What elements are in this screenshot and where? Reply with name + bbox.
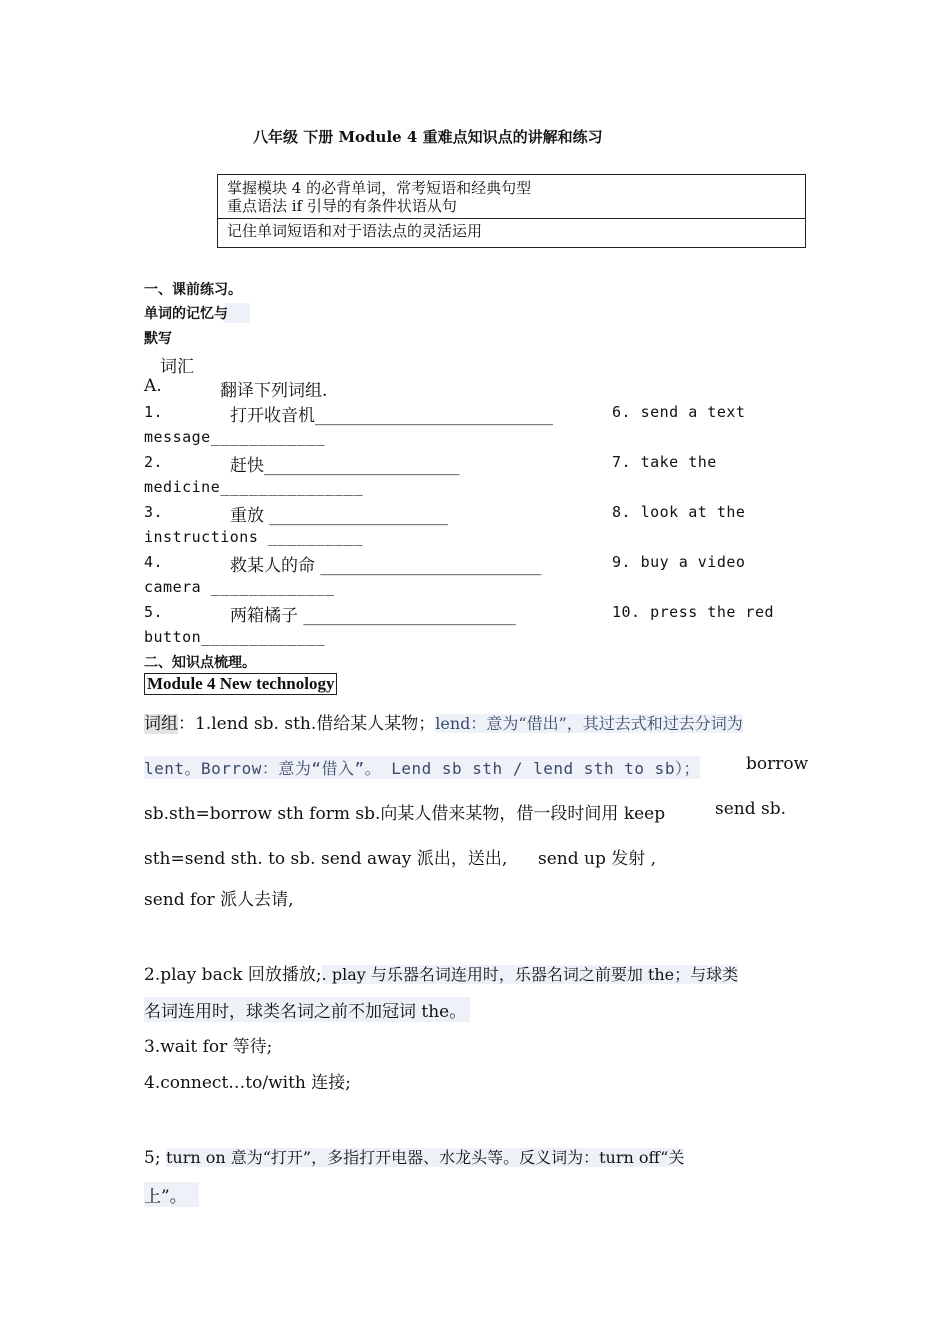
answer-blank[interactable]: _____________ bbox=[201, 578, 335, 596]
note-line-5: send for 派人去请, bbox=[144, 890, 294, 910]
exercise-english-cont bbox=[144, 628, 325, 646]
note-line-9: 4.connect…to/with 连接; bbox=[144, 1073, 351, 1093]
exercise-english-number: 7. bbox=[612, 453, 632, 471]
exercise-chinese bbox=[230, 501, 448, 526]
task-number: A. bbox=[144, 376, 162, 396]
note-line-2: lent。Borrow：意为“借入”。 Lend sb sth / lend sth to sb）； bbox=[144, 756, 700, 779]
note-text: 2.play back 回放播放; bbox=[144, 965, 322, 985]
note-line-3: sb.sth=borrow sth form sb.向某人借来某物，借一段时间用 keep bbox=[144, 804, 666, 824]
exercise-english bbox=[612, 553, 745, 571]
exercise-chinese-text: 打开收音机 bbox=[230, 406, 315, 426]
exercise-english-number: 10. bbox=[612, 603, 641, 621]
exercise-number: 5. bbox=[144, 603, 164, 621]
exercise-english-cont bbox=[144, 428, 325, 446]
exercise-english-text-2: instructions bbox=[144, 528, 259, 546]
vocab-heading: 词汇 bbox=[160, 357, 194, 377]
exercise-chinese-text: 救某人的命 bbox=[230, 556, 315, 576]
exercise-number: 1. bbox=[144, 403, 164, 421]
note-text-highlight: lend：意为“借出”，其过去式和过去分词为 bbox=[435, 714, 743, 733]
objectives-table bbox=[217, 174, 806, 248]
note-line-10 bbox=[144, 1145, 684, 1168]
exercise-english-cont bbox=[144, 578, 335, 596]
exercise-number: 3. bbox=[144, 503, 164, 521]
answer-blank[interactable]: _________________________ bbox=[298, 606, 516, 626]
answer-blank[interactable]: ____________________________ bbox=[315, 406, 553, 426]
note-line-8: 3.wait for 等待; bbox=[144, 1037, 273, 1057]
note-text: 5; bbox=[144, 1148, 161, 1168]
note-line-3b: send sb. bbox=[715, 799, 787, 819]
note-line-7: 名词连用时，球类名词之前不加冠词 the。 bbox=[144, 997, 470, 1022]
exercise-chinese bbox=[230, 551, 541, 576]
section2-heading: 二、知识点梳理。 bbox=[144, 655, 256, 671]
answer-blank[interactable]: _______________ bbox=[220, 478, 364, 496]
exercise-english-number: 9. bbox=[612, 553, 632, 571]
exercise-chinese bbox=[230, 601, 516, 626]
exercise-english-cont bbox=[144, 528, 363, 546]
exercise-english-text-2: button bbox=[144, 628, 202, 646]
exercise-english bbox=[612, 503, 745, 521]
note-line-11: 上”。 bbox=[144, 1182, 199, 1207]
note-text-highlight: turn on 意为“打开”，多指打开电器、水龙头等。反义词为：turn off“关 bbox=[165, 1148, 685, 1167]
exercise-english-text-2: message bbox=[144, 428, 211, 446]
section1-sub1: 单词的记忆与 bbox=[144, 303, 250, 323]
exercise-english bbox=[612, 453, 717, 471]
note-line-4b: send up 发射 , bbox=[538, 849, 657, 869]
note-text-highlight: . play 与乐器名词连用时，乐器名词之前要加 the；与球类 bbox=[321, 965, 739, 984]
note-line-1 bbox=[144, 709, 743, 734]
exercise-english-number: 8. bbox=[612, 503, 632, 521]
section1-sub2: 默写 bbox=[144, 331, 172, 347]
exercise-english-text: press the red bbox=[650, 603, 775, 621]
exercise-number: 2. bbox=[144, 453, 164, 471]
exercise-english-cont bbox=[144, 478, 363, 496]
objective-2: 重点语法 if 引导的有条件状语从句 bbox=[227, 197, 457, 215]
exercise-english-text: send a text bbox=[640, 403, 746, 421]
module-title: Module 4 New technology bbox=[144, 673, 337, 695]
exercise-english-text: look at the bbox=[640, 503, 746, 521]
exercise-english bbox=[612, 403, 745, 421]
note-line-2b: borrow bbox=[746, 754, 809, 774]
note-line-6 bbox=[144, 960, 738, 985]
exercise-english bbox=[612, 603, 774, 621]
objective-3: 记住单词短语和对于语法点的灵活运用 bbox=[227, 222, 483, 240]
answer-blank[interactable]: ____________ bbox=[210, 428, 326, 446]
answer-blank[interactable]: _____________________ bbox=[264, 506, 448, 526]
exercise-chinese bbox=[230, 401, 553, 426]
note-text: ：1.lend sb. sth.借给某人某物； bbox=[178, 714, 436, 734]
objectives-row-1 bbox=[218, 175, 805, 219]
exercise-english-text: take the bbox=[640, 453, 717, 471]
exercise-english-text: buy a video bbox=[640, 553, 746, 571]
note-line-4: sth=send sth. to sb. send away 派出，送出, bbox=[144, 849, 508, 869]
exercise-chinese-text: 重放 bbox=[230, 506, 264, 526]
page-title: 八年级 下册 Module 4 重难点知识点的讲解和练习 bbox=[253, 128, 603, 146]
exercise-english-text-2: medicine bbox=[144, 478, 221, 496]
exercise-chinese-text: 赶快 bbox=[230, 456, 264, 476]
exercise-english-text-2: camera bbox=[144, 578, 202, 596]
section1-heading: 一、课前练习。 bbox=[144, 282, 242, 298]
exercise-english-number: 6. bbox=[612, 403, 632, 421]
objective-1: 掌握模块 4 的必背单词，常考短语和经典句型 bbox=[227, 179, 532, 197]
exercise-chinese-text: 两箱橘子 bbox=[230, 606, 298, 626]
answer-blank[interactable]: __________________________ bbox=[315, 556, 542, 576]
answer-blank[interactable]: _______________________ bbox=[264, 456, 460, 476]
answer-blank[interactable]: _____________ bbox=[201, 628, 326, 646]
task-instruction: 翻译下列词组. bbox=[220, 381, 328, 401]
exercise-chinese bbox=[230, 451, 460, 476]
exercise-number: 4. bbox=[144, 553, 164, 571]
note-label: 词组 bbox=[144, 714, 178, 734]
answer-blank[interactable]: __________ bbox=[258, 528, 364, 546]
